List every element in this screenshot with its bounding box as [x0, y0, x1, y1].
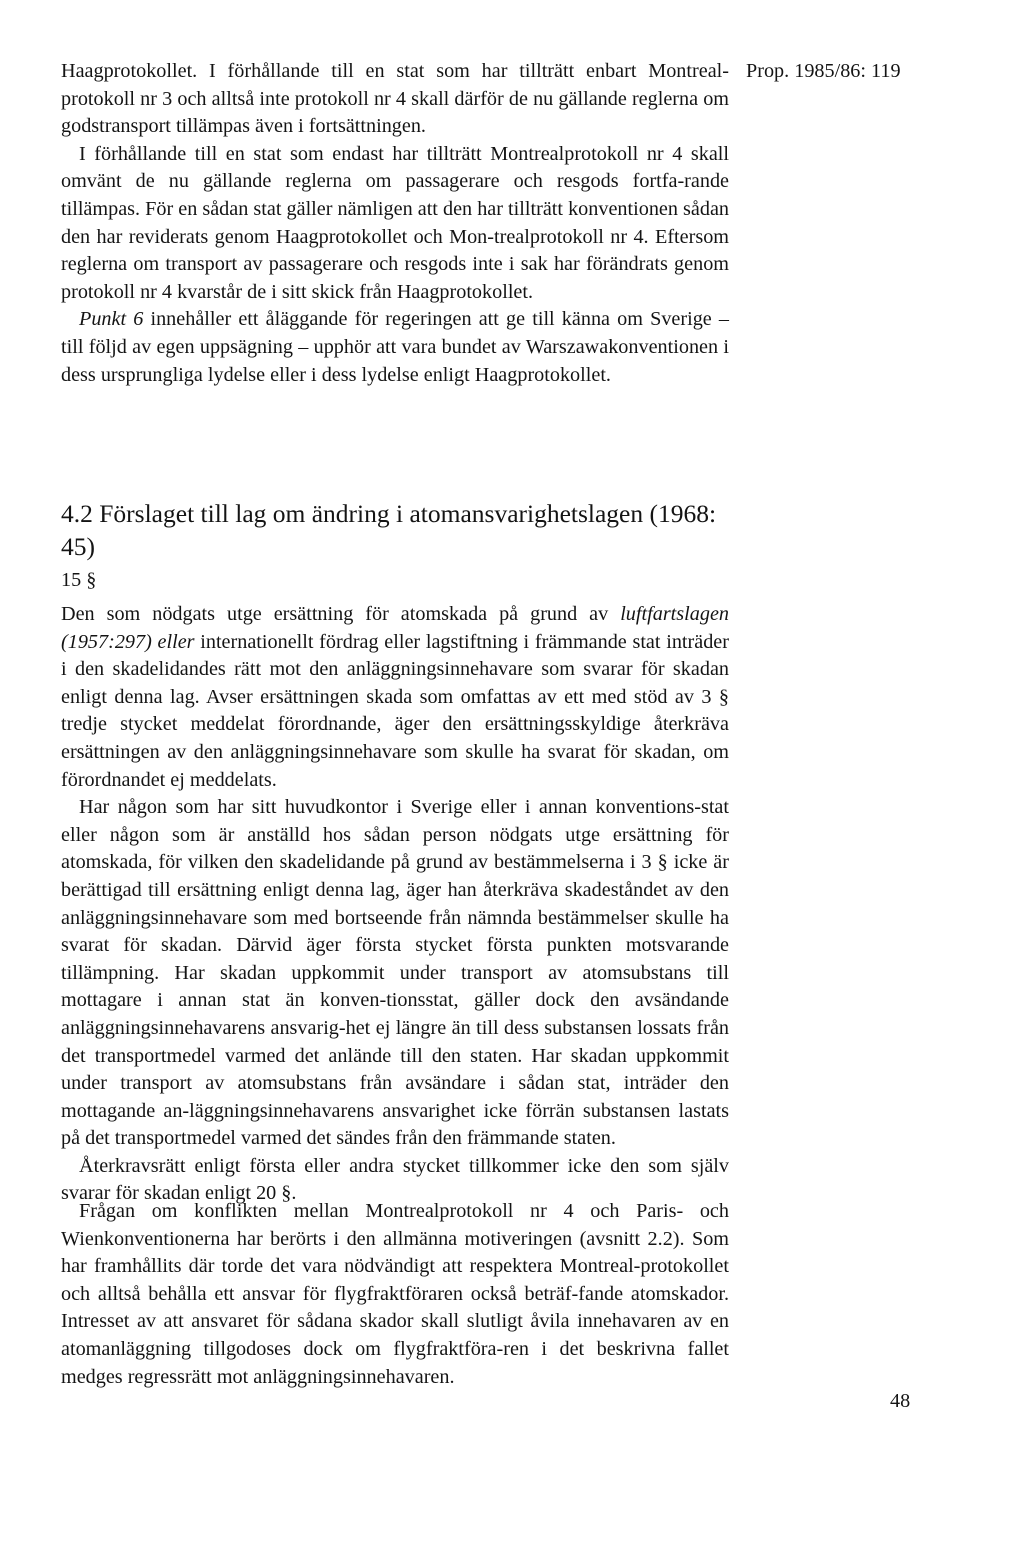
body-paragraph: Haagprotokollet. I förhållande till en stat som har tillträtt enbart Montreal-protokoll nr 3 och alltså inte protokoll nr 4 skall därför de nu gällande reglerna om godstransport tillämpas även i fortsättningen. — [61, 60, 729, 138]
text-block-1 — [61, 58, 729, 389]
paragraph-text: internationellt fördrag eller lagstiftning i främmande stat inträder i den skadelidandes rätt mot den anläggningsinnehavare som svarar för skadan enligt denna lag. Avser ersättningen skada som omfattas av ett med stöd av 3 § tredje stycket meddelat förordnande, äger den ersättningsskyldige återkräva ersättningen av den anläggningsinnehavare som skulle ha svarat för skadan, om förordnandet ej meddelats. — [61, 630, 729, 791]
commentary-paragraph: Frågan om konflikten mellan Montrealprotokoll nr 4 och Paris- och Wienkonventionerna har berörts i den allmänna motiveringen (avsnitt 2.2). Som har framhållits där torde det vara nödvändigt att respektera Montreal-protokollet och alltså behålla ett ansvar för flygfraktföraren också beträf-fande atomskador. Intresset av att ansvaret för sådana skador skall slutligt åvila innehavaren av en atomanläggning tillgodoses dock om flygfraktföra-ren i det beskrivna fallet medges regressrätt mot anläggningsinnehavaren. — [61, 1200, 729, 1388]
commentary-block — [61, 1198, 729, 1391]
italic-reference: luftfartslagen (1957:297) eller — [61, 603, 729, 653]
paragraph-number: 15 § — [61, 569, 97, 591]
law-paragraph: Har någon som har sitt huvudkontor i Sverige eller i annan konventions-stat eller någon som är anställd hos sådan person nödgats utge ersättning för atomskada, för vilken den skadelidande på grund av bestämmelserna i 3 § icke är berättigad till ersättning enligt denna lag, äger han återkräva skadeståndet av den anläggningsinnehavare som med bortseende från nämnda bestämmelser skulle ha svarat för skadan. Därvid äger första stycket första punkten motsvarande tillämpning. Har skadan uppkommit under transport av atomsubstans till mottagare i annan stat än konven-tionsstat, gäller dock den avsändande anläggningsinnehavarens ansvarig-het ej längre än till dess substansen lossats från det transportmedel varmed det anlände till den staten. Har skadan uppkommit under transport av atomsubstans från avsändare i sådan stat, inträder den mottagande an-läggningsinnehavarens ansvarighet icke förrän substansen lastats på det transportmedel varmed det sändes från den främmande staten. — [61, 796, 729, 1150]
proposition-reference: Prop. 1985/86: 119 — [746, 60, 901, 82]
body-paragraph: I förhållande till en stat som endast har tillträtt Montrealprotokoll nr 4 skall omvänt de nu gällande reglerna om passagerare och resgods fortfa-rande tillämpas. För en sådan stat gäller nämligen att den har tillträtt konventionen sådan den har reviderats genom Haagprotokollet och Mon-trealprotokoll nr 4. Eftersom reglerna om transport av passagerare och resgods inte i sak har förändrats genom protokoll nr 4 kvarstår de i sitt skick från Haagprotokollet. — [61, 142, 729, 303]
law-paragraph: Återkravsrätt enligt första eller andra stycket tillkommer icke den som själv svarar för skadan enligt 20 §. — [61, 1154, 729, 1205]
page-number: 48 — [890, 1390, 911, 1412]
italic-term: Punkt 6 — [79, 308, 144, 331]
body-paragraph — [61, 306, 729, 389]
law-paragraph — [61, 601, 729, 794]
paragraph-text: innehåller ett åläggande för regeringen att ge till känna om Sverige – till följd av egen uppsägning – upphör att vara bundet av Warszawakonventionen i dess ursprungliga lydelse eller i dess lydelse enligt Haagprotokollet. — [61, 308, 729, 386]
paragraph-text: Den som nödgats utge ersättning för atomskada på grund av — [61, 603, 621, 625]
law-text-block — [61, 601, 729, 1208]
section-heading: 4.2 Förslaget till lag om ändring i atomansvarighetslagen (1968: 45) — [61, 499, 717, 561]
